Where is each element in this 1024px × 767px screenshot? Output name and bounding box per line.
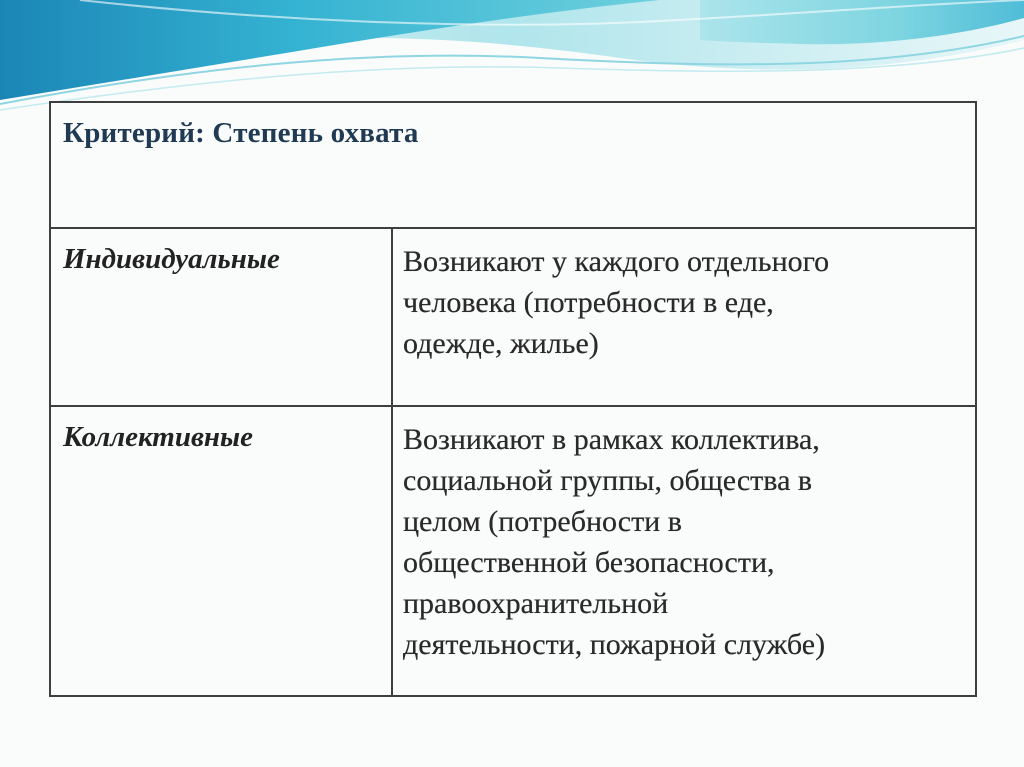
description-line: деятельности, пожарной службе): [403, 628, 826, 661]
description-line: правоохранительной: [403, 587, 669, 620]
description-line: Возникают у каждого отдельного: [403, 245, 830, 278]
criteria-table-container: [49, 101, 975, 661]
table-row: [50, 406, 976, 696]
term-cell: Коллективные: [50, 406, 392, 696]
description-line: Возникают в рамках коллектива,: [403, 423, 820, 456]
table-row: [50, 228, 976, 406]
table-header: Критерий: Степень охвата: [50, 102, 976, 228]
description-cell: [392, 228, 976, 406]
description-line: одежде, жилье): [403, 327, 599, 360]
criteria-table: [49, 101, 977, 697]
description-line: человека (потребности в еде,: [403, 286, 774, 319]
description-cell: [392, 406, 976, 696]
table-header-row: [50, 102, 976, 228]
term-cell: Индивидуальные: [50, 228, 392, 406]
wave-decoration: [0, 0, 1024, 115]
description-line: общественной безопасности,: [403, 546, 775, 579]
description-line: социальной группы, общества в: [403, 464, 813, 497]
description-line: целом (потребности в: [403, 505, 682, 538]
